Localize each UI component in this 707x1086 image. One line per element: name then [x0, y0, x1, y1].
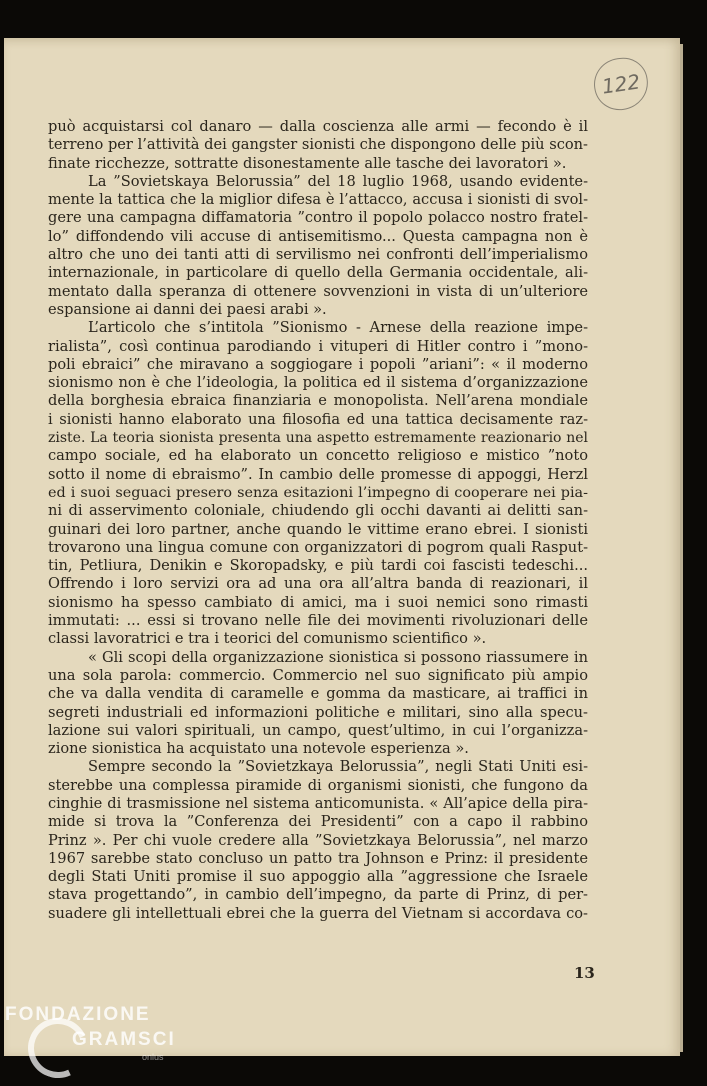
text-line: Offrendo i loro servizi ora ad una ora all’altra banda di reazionari, il [48, 575, 588, 593]
text-line: gere una campagna diffamatoria ”contro il popolo polacco nostro fratel- [48, 209, 588, 227]
text-line: mente la tattica che la miglior difesa è l’attacco, accusa i sionisti di svol- [48, 191, 588, 209]
text-line: La ”Sovietskaya Belorussia” del 18 luglio 1968, usando evidente- [88, 172, 588, 190]
text-line: altro che uno dei tanti atti di servilismo nei confronti dell’imperialismo [48, 246, 588, 264]
page-edge [680, 44, 683, 1052]
text-line: L’articolo che s’intitola ”Sionismo - Arnese della reazione impe- [88, 319, 588, 337]
text-line: stava progettando”, in cambio dell’impegno, da parte di Prinz, di per- [48, 886, 588, 904]
text-line: finate ricchezze, sottratte disonestamente alle tasche dei lavoratori ». [48, 154, 567, 172]
text-line: della borghesia ebraica finanziaria e monopolista. Nell’arena mondiale [48, 392, 588, 410]
text-line: che va dalla vendita di caramelle e gomma da masticare, ai traffici in [48, 685, 588, 703]
text-line: mentato dalla speranza di ottenere sovvenzioni in vista di un’ulteriore [48, 282, 588, 300]
text-line: Prinz ». Per chi vuole credere alla ”Sovietzkaya Belorussia”, nel marzo [48, 831, 588, 849]
text-line: lo” diffondendo vili accuse di antisemitismo... Questa campagna non è [48, 227, 588, 245]
text-line: sionismo non è che l’ideologia, la politica ed il sistema d’organizzazione [48, 374, 588, 392]
text-line: guinari dei loro partner, anche quando le vittime erano ebrei. I sionisti [48, 520, 588, 538]
text-line: degli Stati Uniti promise il suo appoggio alla ”aggressione che Israele [48, 868, 588, 886]
text-line: « Gli scopi della organizzazione sionistica si possono riassumere in [88, 648, 588, 666]
text-line: suadere gli intellettuali ebrei che la guerra del Vietnam si accordava co- [48, 904, 588, 922]
text-line: rialista”, così continua parodiando i vituperi di Hitler contro i ”mono- [48, 337, 588, 355]
watermark-subtitle: onlus [142, 1052, 164, 1062]
handwritten-page-annotation: 122 [591, 54, 652, 113]
text-line: i sionisti hanno elaborato una filosofia ed una tattica decisamente raz- [48, 410, 588, 428]
text-line: sotto il nome di ebraismo”. In cambio delle promesse di appoggi, Herzl [48, 465, 588, 483]
text-line: tin, Petliura, Denikin e Skoropadsky, e più tardi coi fascisti tedeschi... [48, 557, 588, 575]
page-number: 13 [574, 964, 595, 982]
text-line: una sola parola: commercio. Commercio nel suo significato più ampio [48, 666, 588, 684]
text-line: terreno per l’attività dei gangster sionisti che dispongono delle più scon- [48, 136, 588, 154]
text-line: poli ebraici” che miravano a soggiogare i popoli ”ariani”: « il moderno [48, 355, 588, 373]
text-line: espansione ai danni dei paesi arabi ». [48, 300, 327, 318]
watermark-line-1: FONDAZIONE [5, 1004, 151, 1025]
text-line: sionismo ha spesso cambiato di amici, ma i suoi nemici sono rimasti [48, 593, 588, 611]
text-line: sterebbe una complessa piramide di organismi sionisti, che fungono da [48, 776, 588, 794]
watermark-line-2: GRAMSCI [72, 1029, 176, 1050]
text-line: zione sionistica ha acquistato una notevole esperienza ». [48, 740, 469, 758]
text-line: lazione sui valori spirituali, un campo, quest’ultimo, in cui l’organizza- [48, 721, 588, 739]
text-line: può acquistarsi col danaro — dalla coscienza alle armi — fecondo è il [48, 118, 588, 135]
text-line: mide si trova la ”Conferenza dei Presidenti” con a capo il rabbino [48, 813, 588, 831]
text-line: ni di asservimento coloniale, chiudendo gli occhi davanti ai delitti san- [48, 502, 588, 520]
watermark [5, 1004, 176, 1051]
text-line: campo sociale, ed ha elaborato un concetto religioso e mistico ”noto [48, 447, 588, 465]
text-line: Sempre secondo la ”Sovietzkaya Belorussia”, negli Stati Uniti esi- [88, 758, 588, 776]
text-line: immutati: ... essi si trovano nelle file dei movimenti rivoluzionari delle [48, 612, 588, 630]
text-line: 1967 sarebbe stato concluso un patto tra Johnson e Prinz: il presidente [48, 849, 588, 867]
text-line: ziste. La teoria sionista presenta una aspetto estremamente reazionario nel [48, 430, 588, 447]
text-line: ed i suoi seguaci presero senza esitazioni l’impegno di cooperare nei pia- [48, 484, 588, 501]
text-line: cinghie di trasmissione nel sistema anticomunista. « All’apice della pira- [48, 794, 588, 812]
text-line: internazionale, in particolare di quello della Germania occidentale, ali- [48, 264, 588, 282]
body-text [48, 118, 588, 923]
text-line: classi lavoratrici e tra i teorici del comunismo scientifico ». [48, 630, 487, 648]
text-line: trovarono una lingua comune con organizzatori di pogrom quali Rasput- [48, 538, 588, 556]
text-line: segreti industriali ed informazioni politiche e militari, sino alla specu- [48, 703, 588, 721]
